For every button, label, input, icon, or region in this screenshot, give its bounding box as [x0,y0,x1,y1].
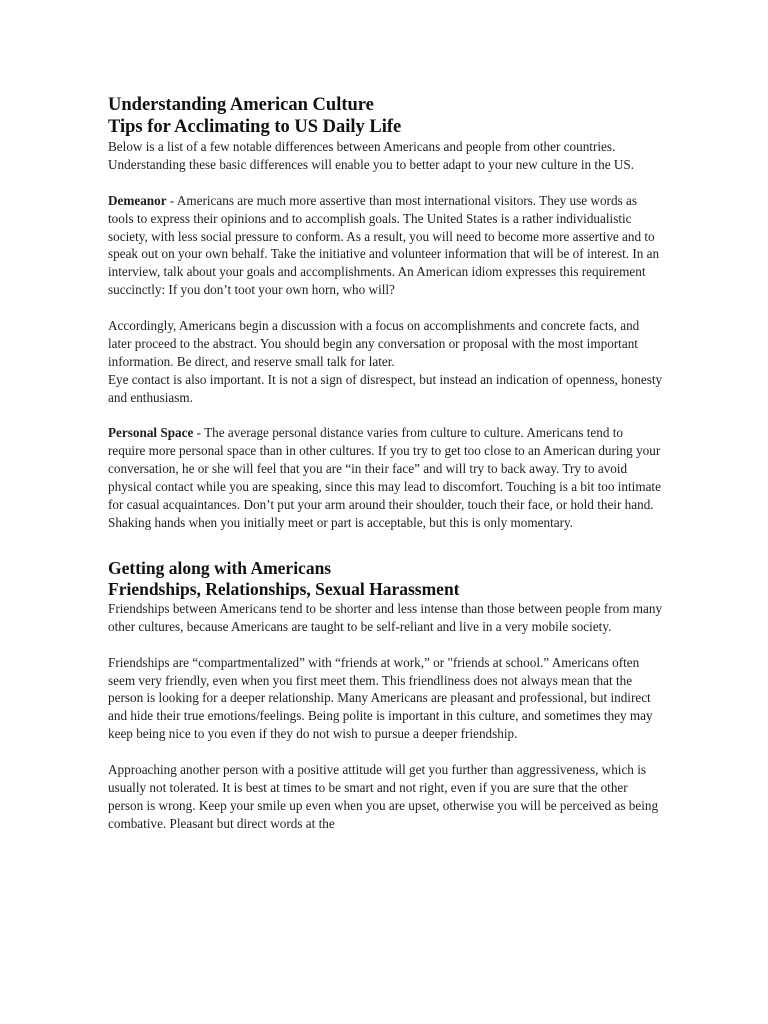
section-subtitle: Tips for Acclimating to US Daily Life [108,117,402,137]
compartmentalized-paragraph: Friendships are “compartmentalized” with “friends at work,” or "friends at school.” Americans often seem very friendly, even when you first meet them. This friendliness does not always mean that the person is looking for a deeper relationship. Many Americans are pleasant and professional, but indirect and hide their true emotions/feelings. Being polite is important in this culture, and sometimes they may keep being nice to you even if they do not wish to pursue a deeper friendship. [108,654,653,742]
paragraph-gap [108,407,663,425]
friendships-paragraph: Friendships between Americans tend to be shorter and less intense than those between people from many other cultures, because Americans are taught to be self-reliant and live in a very mobile society. [108,600,663,634]
paragraph-gap [108,743,663,761]
section-title: Getting along with Americans [108,557,332,578]
demeanor-term: Demeanor [108,192,167,208]
paragraph-gap [108,299,663,317]
eye-contact-paragraph: Eye contact is also important. It is not a sign of disrespect, but instead an indication of openness, honesty and enthusiasm. [108,371,663,405]
personal-space-term: Personal Space [108,425,194,441]
demeanor-paragraph [108,192,663,299]
accordingly-paragraph: Accordingly, Americans begin a discussion with a focus on accomplishments and concrete facts, and later proceed to the abstract. You should begin any conversation or proposal with the most important information. Be direct, and reserve small talk for later. [108,318,640,369]
positive-attitude-paragraph: Approaching another person with a positive attitude will get you further than aggressiveness, which is usually not tolerated. It is best at times to be smart and not right, even if you are sure that the other person is wrong. Keep your smile up even when you are upset, otherwise you will be perceived as being combative. Pleasant but direct words at the [108,762,659,831]
section-gap [108,532,663,558]
demeanor-text: - Americans are much more assertive than most international visitors. They use words as tools to express their opinions and to accomplish goals. The United States is a rather individualistic society, with less social pressure to conform. As a result, you will need to become more assertive and to speak out on your own behalf. Take the initiative and volunteer information that will be of interest. In an interview, talk about your goals and accomplishments. An American idiom expresses this requirement succinctly: If you don’t toot your own horn, who will? [108,192,660,298]
section-subtitle: Friendships, Relationships, Sexual Harassment [108,578,460,599]
document-page [108,94,663,833]
paragraph-gap [108,636,663,654]
intro-paragraph: Below is a list of a few notable differences between Americans and people from other countries. Understanding these basic differences will enable you to better adapt to your new culture in the US. [108,139,634,172]
paragraph-gap [108,174,663,192]
personal-space-paragraph [108,424,663,531]
section-title: Understanding American Culture [108,95,374,115]
personal-space-text: - The average personal distance varies from culture to culture. Americans tend to require more personal space than in other cultures. If you try to get too close to an American during your conversation, he or she will feel that you are “in their face” and will try to back away. Try to avoid physical contact while you are speaking, since this may lead to discomfort. Touching is a bit too intimate for casual acquaintances. Don’t put your arm around their shoulder, touch their face, or hold their hand. Shaking hands when you initially meet or part is acceptable, but this is only momentary. [108,425,661,530]
